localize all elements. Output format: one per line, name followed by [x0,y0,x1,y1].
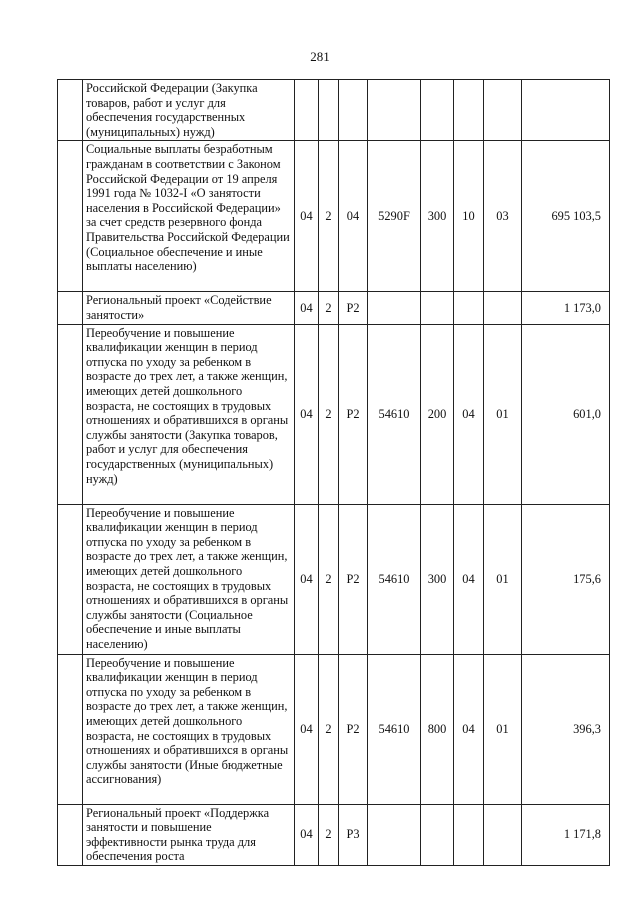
description-cell: Региональный проект «Поддержка занятости и повышение эффективности рынка труда для обеспечения роста [83,804,295,865]
code-cell [454,80,484,141]
row-number-cell [58,804,83,865]
code-cell: 2 [319,804,339,865]
code-cell: P2 [339,654,368,804]
description-cell: Российской Федерации (Закупка товаров, работ и услуг для обеспечения государственных (муниципальных) нужд) [83,80,295,141]
table-row [58,654,610,804]
page-number: 281 [310,49,330,64]
code-cell [421,80,454,141]
description-cell: Региональный проект «Содействие занятости» [83,292,295,324]
code-cell: 2 [319,504,339,654]
code-cell [368,80,421,141]
code-cell: 04 [454,504,484,654]
code-cell: 2 [319,654,339,804]
code-cell [484,292,522,324]
code-cell [295,80,319,141]
row-number-cell [58,141,83,292]
code-cell [484,80,522,141]
code-cell: 04 [295,504,319,654]
code-cell: 01 [484,324,522,504]
amount-cell: 175,6 [522,504,610,654]
code-cell: P2 [339,504,368,654]
code-cell: 04 [295,654,319,804]
code-cell: 04 [295,804,319,865]
code-cell: 54610 [368,324,421,504]
code-cell: P2 [339,324,368,504]
code-cell: 2 [319,141,339,292]
code-cell: 03 [484,141,522,292]
row-number-cell [58,80,83,141]
table-row [58,80,610,141]
code-cell [319,80,339,141]
code-cell: 04 [454,654,484,804]
code-cell [484,804,522,865]
code-cell [454,804,484,865]
code-cell: 800 [421,654,454,804]
table-row [58,804,610,865]
description-cell: Социальные выплаты безработным гражданам в соответствии с Законом Российской Федерации от 19 апреля 1991 года № 1032-I «О занятости населения в Российской Федерации» за счет средств резервного фонда Правительства Российской Федерации (Социальное обеспечение и иные выплаты населению) [83,141,295,292]
code-cell [368,292,421,324]
amount-cell: 695 103,5 [522,141,610,292]
row-number-cell [58,324,83,504]
code-cell: 54610 [368,654,421,804]
table-row [58,504,610,654]
code-cell: P2 [339,292,368,324]
code-cell: 300 [421,141,454,292]
row-number-cell [58,504,83,654]
row-number-cell [58,654,83,804]
code-cell [454,292,484,324]
amount-cell: 1 173,0 [522,292,610,324]
amount-cell: 601,0 [522,324,610,504]
row-number-cell [58,292,83,324]
code-cell: 54610 [368,504,421,654]
code-cell: 5290F [368,141,421,292]
code-cell [368,804,421,865]
table-row [58,141,610,292]
budget-table [57,79,610,866]
code-cell: 200 [421,324,454,504]
code-cell: 2 [319,292,339,324]
description-cell: Переобучение и повышение квалификации женщин в период отпуска по уходу за ребенком в возрасте до трех лет, а также женщин, имеющих детей дошкольного возраста, не состоящих в трудовых отношениях и обратившихся в органы службы занятости (Закупка товаров, работ и услуг для обеспечения государственных (муниципальных) нужд) [83,324,295,504]
code-cell [421,804,454,865]
code-cell: 01 [484,504,522,654]
table-row [58,292,610,324]
code-cell [339,80,368,141]
code-cell: P3 [339,804,368,865]
code-cell: 10 [454,141,484,292]
code-cell: 2 [319,324,339,504]
amount-cell [522,80,610,141]
amount-cell: 1 171,8 [522,804,610,865]
description-cell: Переобучение и повышение квалификации женщин в период отпуска по уходу за ребенком в возрасте до трех лет, а также женщин, имеющих детей дошкольного возраста, не состоящих в трудовых отношениях и обратившихся в органы службы занятости (Иные бюджетные ассигнования) [83,654,295,804]
code-cell: 04 [454,324,484,504]
code-cell: 04 [295,292,319,324]
code-cell: 300 [421,504,454,654]
code-cell [421,292,454,324]
code-cell: 04 [295,324,319,504]
code-cell: 04 [295,141,319,292]
description-cell: Переобучение и повышение квалификации женщин в период отпуска по уходу за ребенком в возрасте до трех лет, а также женщин, имеющих детей дошкольного возраста, не состоящих в трудовых отношениях и обратившихся в органы службы занятости (Социальное обеспечение и иные выплаты населению) [83,504,295,654]
amount-cell: 396,3 [522,654,610,804]
code-cell: 04 [339,141,368,292]
table-row [58,324,610,504]
code-cell: 01 [484,654,522,804]
